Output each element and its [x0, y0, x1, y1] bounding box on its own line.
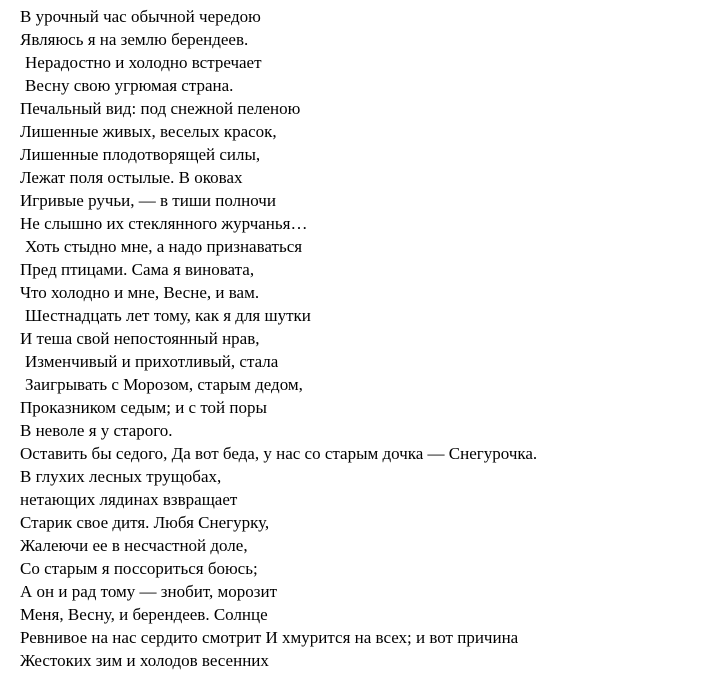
poem-line: нетающих лядинах взвращает	[20, 490, 238, 509]
poem-line: Проказником седым; и с той поры	[20, 398, 267, 417]
poem-line: В глухих лесных трущобах,	[20, 467, 222, 486]
poem-line: Игривые ручьи, — в тиши полночи	[20, 191, 276, 210]
poem-line: Шестнадцать лет тому, как я для шутки	[25, 306, 311, 325]
poem-line: Лишенные плодотворящей силы,	[20, 145, 261, 164]
poem-line: В урочный час обычной чередою	[20, 7, 261, 26]
poem-line: Лишенные живых, веселых красок,	[20, 122, 277, 141]
poem-line: Жестоких зим и холодов весенних	[20, 651, 269, 670]
poem-line: Печальный вид: под снежной пеленою	[20, 99, 301, 118]
poem-line: В неволе я у старого.	[20, 421, 173, 440]
poem-line: Нерадостно и холодно встречает	[25, 53, 262, 72]
poem-line: Пред птицами. Сама я виновата,	[20, 260, 255, 279]
poem-line: Изменчивый и прихотливый, стала	[25, 352, 279, 371]
poem-line: Оставить бы седого, Да вот беда, у нас со старым дочка — Снегурочка.	[20, 444, 538, 463]
poem-text	[0, 5, 717, 672]
poem-line: Являюсь я на землю берендеев.	[20, 30, 249, 49]
poem-line: Хоть стыдно мне, а надо признаваться	[25, 237, 303, 256]
poem-line: Что холодно и мне, Весне, и вам.	[20, 283, 260, 302]
poem-line: Не слышно их стеклянного журчанья…	[20, 214, 308, 233]
poem-line: Лежат поля остылые. В оковах	[20, 168, 243, 187]
poem-line: Заигрывать с Морозом, старым дедом,	[25, 375, 303, 394]
poem-line: Весну свою угрюмая страна.	[25, 76, 234, 95]
poem-line: Со старым я поссориться боюсь;	[20, 559, 258, 578]
poem-line: Меня, Весну, и берендеев. Солнце	[20, 605, 268, 624]
poem-line: А он и рад тому — знобит, морозит	[20, 582, 278, 601]
poem-line: И теша свой непостоянный нрав,	[20, 329, 260, 348]
poem-line: Ревнивое на нас сердито смотрит И хмурится на всех; и вот причина	[20, 628, 519, 647]
poem-line: Жалеючи ее в несчастной доле,	[20, 536, 248, 555]
poem-line: Старик свое дитя. Любя Снегурку,	[20, 513, 270, 532]
